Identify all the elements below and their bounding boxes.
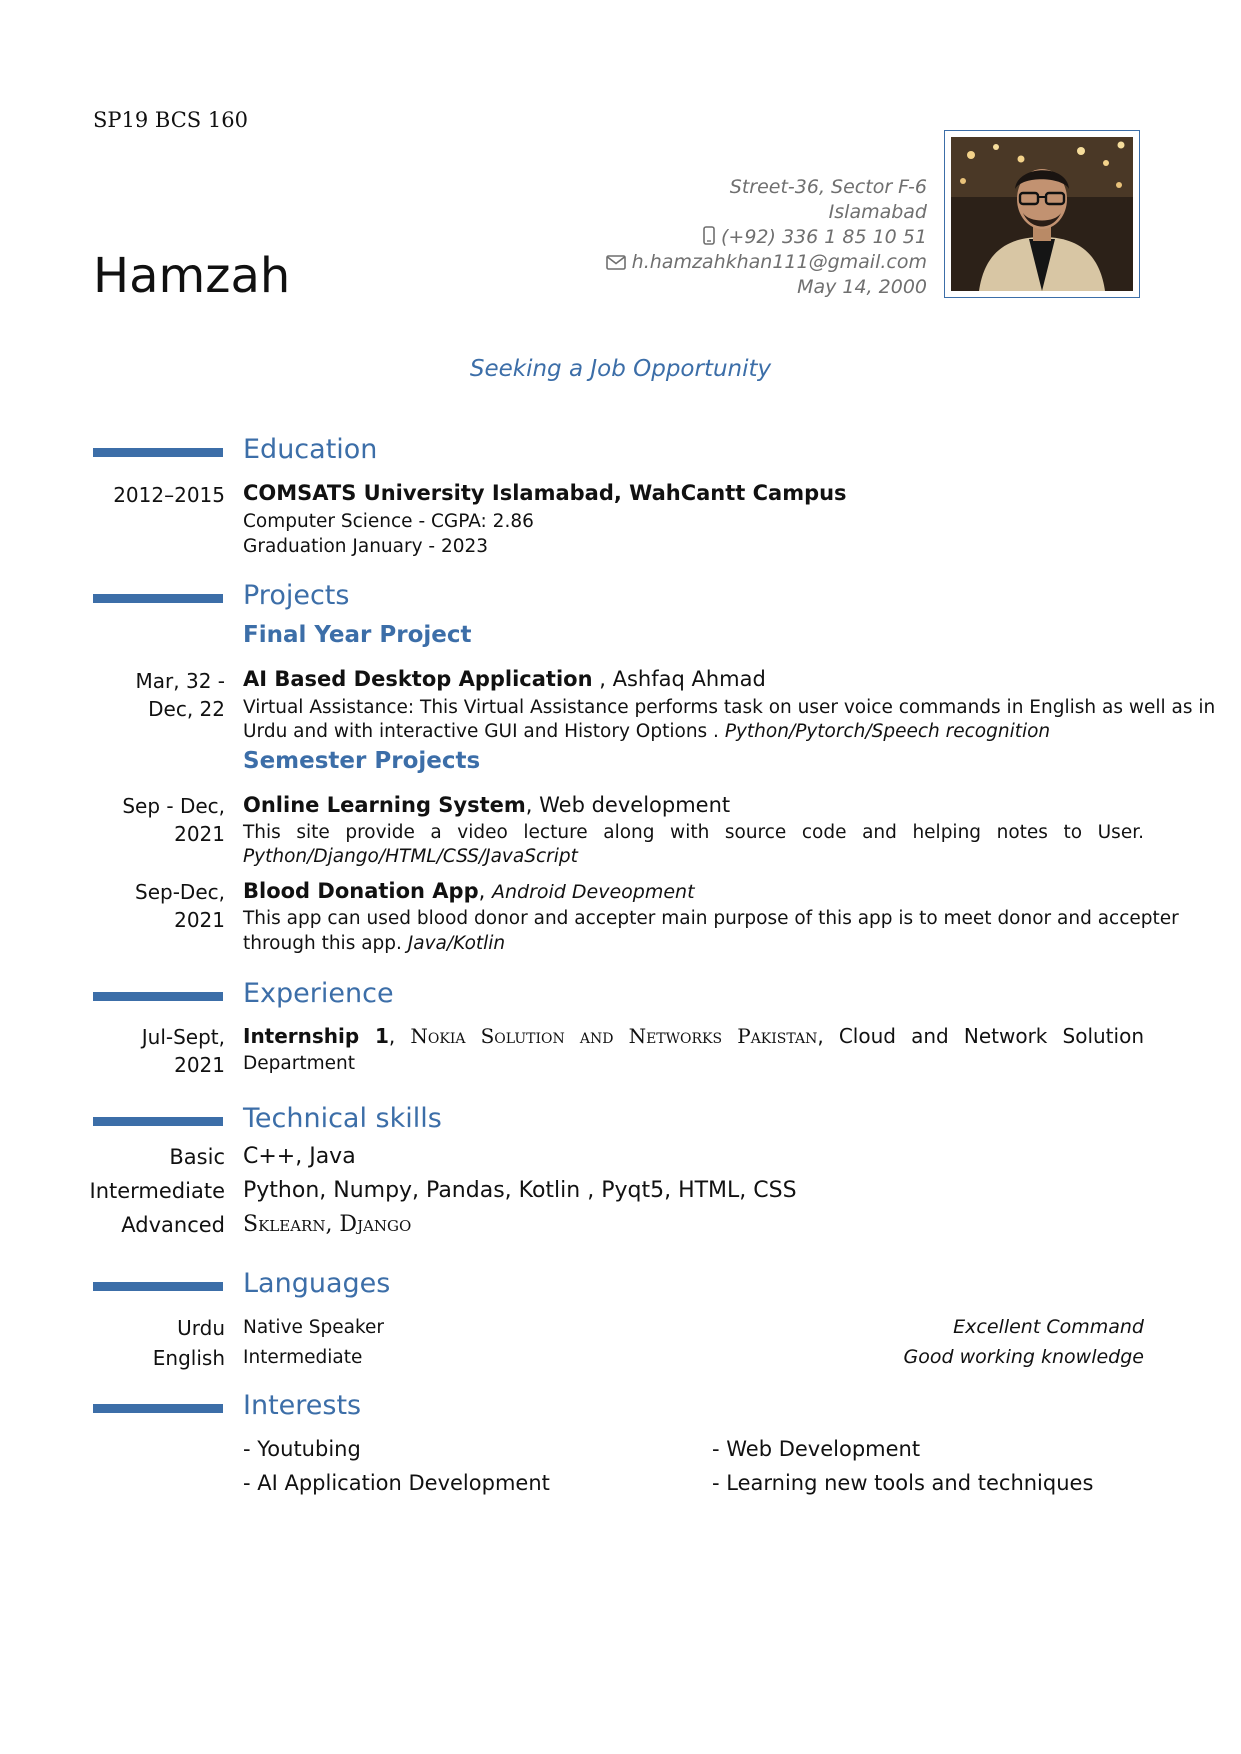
language-name-urdu: Urdu: [177, 1316, 225, 1340]
language-comment-english: Good working knowledge: [903, 1346, 1144, 1368]
experience-department-2: Department: [243, 1053, 355, 1074]
fyp-name: AI Based Desktop Application: [243, 667, 593, 691]
candidate-name: Hamzah: [93, 248, 291, 304]
skill-level-basic: Basic: [169, 1145, 225, 1169]
section-rule-languages: [93, 1282, 223, 1291]
project-1-description: This site provide a video lecture along with source code and helping notes to User.: [243, 822, 1144, 843]
skill-level-advanced: Advanced: [121, 1213, 225, 1237]
fyp-tech: Python/Pytorch/Speech recognition: [724, 721, 1051, 742]
experience-title-line: [243, 1024, 1144, 1048]
phone-line: [703, 226, 927, 248]
project-1-date-start: Sep - Dec,: [122, 794, 225, 818]
education-institution: COMSATS University Islamabad, WahCantt Campus: [243, 481, 847, 505]
project-2-sep: ,: [478, 879, 492, 903]
profile-photo-frame: [944, 130, 1140, 298]
interest-item: - AI Application Development: [243, 1471, 550, 1495]
project-2-description-text: through this app.: [243, 933, 408, 954]
education-degree: Computer Science - CGPA: 2.86: [243, 511, 534, 532]
section-rule-experience: [93, 992, 223, 1001]
section-rule-projects: [93, 594, 223, 603]
objective: Seeking a Job Opportunity: [469, 356, 772, 382]
education-dates: 2012–2015: [113, 483, 225, 507]
mobile-phone-icon: [703, 226, 715, 245]
fyp-description-2: [243, 721, 1050, 742]
section-rule-interests: [93, 1404, 223, 1413]
section-rule-education: [93, 448, 223, 457]
phone-number[interactable]: (+92) 336 1 85 10 51: [720, 226, 927, 248]
interest-item: - Web Development: [712, 1437, 921, 1461]
envelope-icon: [606, 255, 626, 270]
profile-photo: [951, 137, 1133, 291]
email-line: [606, 251, 927, 273]
experience-sep-1: ,: [388, 1024, 411, 1048]
fyp-description-text: Urdu and with interactive GUI and History Options .: [243, 721, 725, 742]
section-rule-skills: [93, 1117, 223, 1126]
experience-date-start: Jul-Sept,: [141, 1025, 225, 1049]
email-address[interactable]: h.hamzahkhan111@gmail.com: [631, 251, 927, 273]
project-2-date-start: Sep-Dec,: [135, 880, 225, 904]
interest-item: - Learning new tools and techniques: [712, 1471, 1094, 1495]
project-2-name: Blood Donation App: [243, 879, 479, 903]
language-level-urdu: Native Speaker: [243, 1317, 385, 1338]
subheading-semester: Semester Projects: [243, 748, 481, 774]
fyp-date-end: Dec, 22: [148, 697, 225, 721]
project-1-tech: Python/Django/HTML/CSS/JavaScript: [243, 846, 578, 867]
fyp-supervisor: , Ashfaq Ahmad: [592, 667, 766, 691]
experience-sep-2: ,: [817, 1024, 839, 1048]
document-id: SP19 BCS 160: [93, 108, 248, 132]
section-title-experience: Experience: [243, 978, 394, 1009]
experience-date-end: 2021: [174, 1053, 225, 1077]
section-title-languages: Languages: [243, 1268, 391, 1299]
section-title-interests: Interests: [243, 1390, 362, 1421]
skill-level-intermediate: Intermediate: [89, 1179, 225, 1203]
experience-department: Cloud and Network Solution: [838, 1024, 1144, 1048]
language-comment-urdu: Excellent Command: [953, 1316, 1144, 1338]
education-graduation: Graduation January - 2023: [243, 536, 489, 557]
project-1-kind: , Web development: [525, 793, 731, 817]
address-line-1: Street-36, Sector F-6: [729, 176, 927, 198]
skill-items-advanced: Sklearn, Django: [243, 1212, 412, 1237]
fyp-title-line: [243, 667, 766, 691]
fyp-date-start: Mar, 32 -: [135, 669, 225, 693]
project-1-name: Online Learning System: [243, 793, 526, 817]
experience-company: Nokia Solution and Networks Pakistan: [410, 1024, 818, 1048]
project-2-description-1: This app can used blood donor and accepter main purpose of this app is to meet donor and accepter: [243, 908, 1179, 929]
project-2-description-2: [243, 933, 505, 954]
project-2-tech: Java/Kotlin: [407, 933, 506, 954]
language-level-english: Intermediate: [243, 1347, 363, 1368]
project-2-date-end: 2021: [174, 908, 225, 932]
project-2-title-line: [243, 879, 695, 903]
section-title-skills: Technical skills: [243, 1103, 442, 1134]
language-name-english: English: [152, 1346, 225, 1370]
experience-role: Internship 1: [243, 1024, 389, 1048]
skill-items-intermediate: Python, Numpy, Pandas, Kotlin , Pyqt5, HTML, CSS: [243, 1178, 797, 1203]
project-1-date-end: 2021: [174, 822, 225, 846]
skill-items-basic: C++, Java: [243, 1144, 356, 1169]
project-1-title-line: [243, 793, 730, 817]
section-title-education: Education: [243, 434, 378, 465]
subheading-final-year: Final Year Project: [243, 622, 472, 648]
section-title-projects: Projects: [243, 580, 350, 611]
project-2-kind: Android Deveopment: [491, 881, 695, 903]
fyp-description-1: Virtual Assistance: This Virtual Assistance performs task on user voice commands in English as well as in: [243, 697, 1216, 718]
interest-item: - Youtubing: [243, 1437, 361, 1461]
address-line-2: Islamabad: [828, 201, 927, 223]
date-of-birth: May 14, 2000: [797, 276, 927, 298]
